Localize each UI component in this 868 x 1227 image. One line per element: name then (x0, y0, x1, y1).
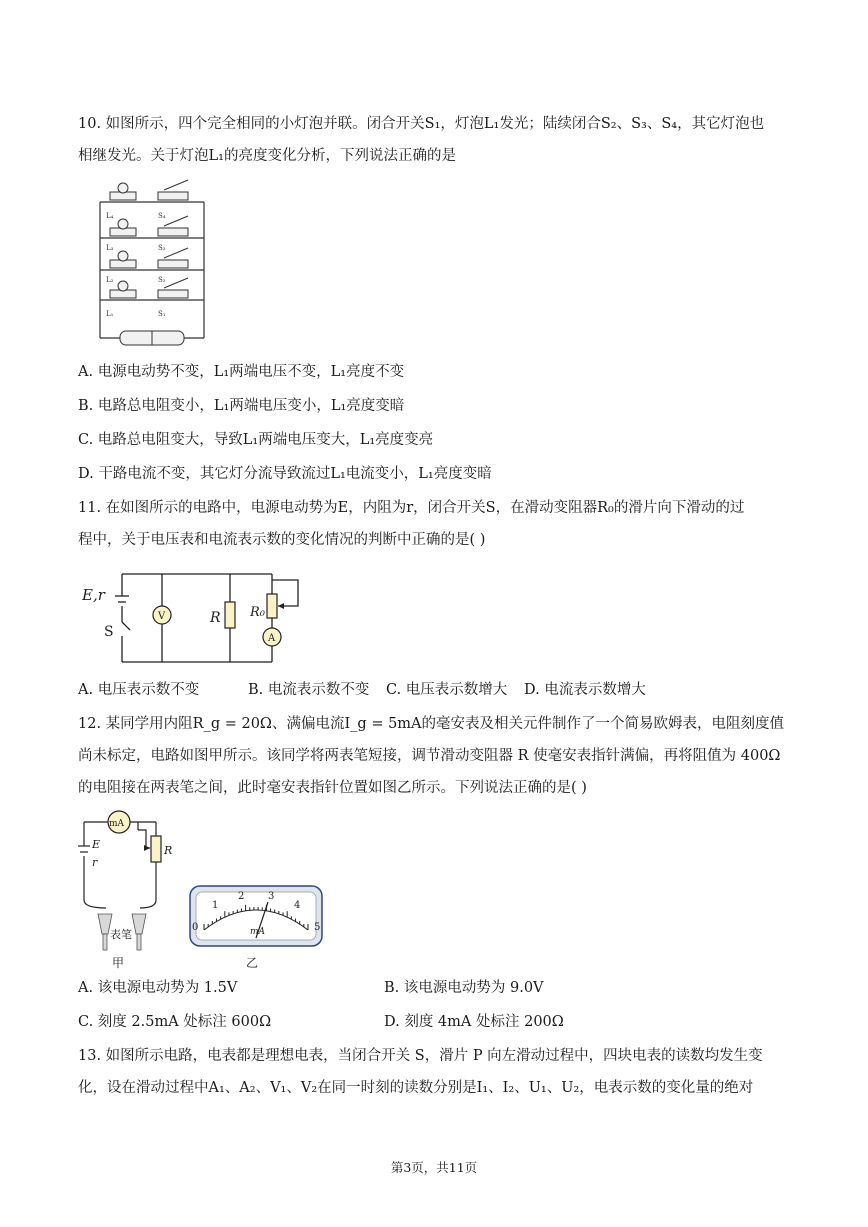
q12-meter-label: mA (109, 819, 125, 829)
q11-option-c: C. 电压表示数增大 (386, 682, 508, 698)
q11-voltmeter-label: V (158, 611, 166, 622)
q10-label-s3: S₃ (158, 244, 166, 252)
q12-tick-5: 5 (314, 922, 321, 933)
q12-caption-jia: 甲 (112, 956, 125, 970)
q12-tick-2: 2 (238, 891, 245, 902)
q12-caption-yi: 乙 (246, 956, 259, 970)
q12-dial-unit: mA (250, 927, 266, 937)
q10-option-d: D. 干路电流不变，其它灯分流导致流过L₁电流变小，L₁亮度变暗 (78, 466, 492, 482)
q10-option-a: A. 电源电动势不变，L₁两端电压不变，L₁亮度不变 (78, 364, 405, 380)
q12-figure (78, 810, 328, 970)
q11-source-label: E,r (82, 586, 105, 604)
q12-tick-1: 1 (212, 900, 219, 911)
q12-tick-4: 4 (294, 900, 301, 911)
q10-circuit-figure (92, 178, 210, 348)
q11-rheostat-label: R₀ (250, 605, 265, 620)
q12-stem-line-2: 尚未标定，电路如图甲所示。该同学将两表笔短接，调节滑动变阻器 R 使毫安表指针满偏，再将阻值为 400Ω (78, 748, 781, 764)
q12-stem-line-1: 12. 某同学用内阻R_g = 20Ω、满偏电流I_g = 5mA的毫安表及相关元件制作了一个简易欧姆表，电阻刻度值 (78, 716, 785, 732)
q12-option-d: D. 刻度 4mA 处标注 200Ω (384, 1014, 564, 1030)
q12-internal-label: r (92, 856, 98, 869)
q12-stem-line-3: 的电阻接在两表笔之间，此时毫安表指针位置如图乙所示。下列说法正确的是( ) (78, 780, 587, 796)
q12-probes-label: 表笔 (110, 928, 132, 941)
q11-stem-line-1: 11. 在如图所示的电路中，电源电动势为E，内阻为r，闭合开关S，在滑动变阻器R₀的滑片向下滑动的过 (78, 500, 745, 516)
q13-stem-line-2: 化，设在滑动过程中A₁、A₂、V₁、V₂在同一时刻的读数分别是I₁、I₂、U₁、U₂，电表示数的变化量的绝对 (78, 1080, 754, 1096)
q11-stem-line-2: 程中，关于电压表和电流表示数的变化情况的判断中正确的是( ) (78, 532, 486, 548)
q12-rheostat-label: R (164, 844, 173, 857)
q10-label-l3: L₃ (106, 244, 114, 252)
q12-option-c: C. 刻度 2.5mA 处标注 600Ω (78, 1014, 272, 1030)
q13-stem-line-1: 13. 如图所示电路，电表都是理想电表，当闭合开关 S，滑片 P 向左滑动过程中，四块电表的读数均发生变 (78, 1048, 763, 1064)
q10-option-b: B. 电路总电阻变小，L₁两端电压变小，L₁亮度变暗 (78, 398, 405, 414)
q11-resistor-label: R (210, 610, 221, 626)
q11-ammeter-label: A (268, 633, 276, 644)
q10-stem-line-1: 10. 如图所示，四个完全相同的小灯泡并联。闭合开关S₁，灯泡L₁发光；陆续闭合S₂、S₃、S₄，其它灯泡也 (78, 116, 765, 132)
q12-option-b: B. 该电源电动势为 9.0V (384, 980, 544, 996)
q10-label-l4: L₄ (106, 212, 114, 220)
q12-source-label: E (92, 838, 101, 851)
q10-option-c: C. 电路总电阻变大，导致L₁两端电压变大，L₁亮度变亮 (78, 432, 434, 448)
page-footer: 第3页，共11页 (390, 1160, 478, 1175)
q10-label-l2: L₂ (106, 276, 114, 284)
q10-label-s1: S₁ (158, 310, 166, 318)
q11-option-d: D. 电流表示数增大 (524, 682, 646, 698)
q10-label-s4: S₄ (158, 212, 166, 220)
q10-stem-line-2: 相继发光。关于灯泡L₁的亮度变化分析，下列说法正确的是 (78, 148, 456, 164)
q11-switch-label: S (104, 624, 114, 640)
q10-label-l1: L₁ (106, 310, 114, 318)
q12-tick-0: 0 (192, 922, 199, 933)
q11-circuit-figure (82, 566, 312, 668)
q12-tick-3: 3 (268, 891, 275, 902)
q10-label-s2: S₂ (158, 276, 166, 284)
q11-option-b: B. 电流表示数不变 (248, 682, 370, 698)
q12-option-a: A. 该电源电动势为 1.5V (78, 980, 238, 996)
q11-option-a: A. 电压表示数不变 (78, 682, 200, 698)
